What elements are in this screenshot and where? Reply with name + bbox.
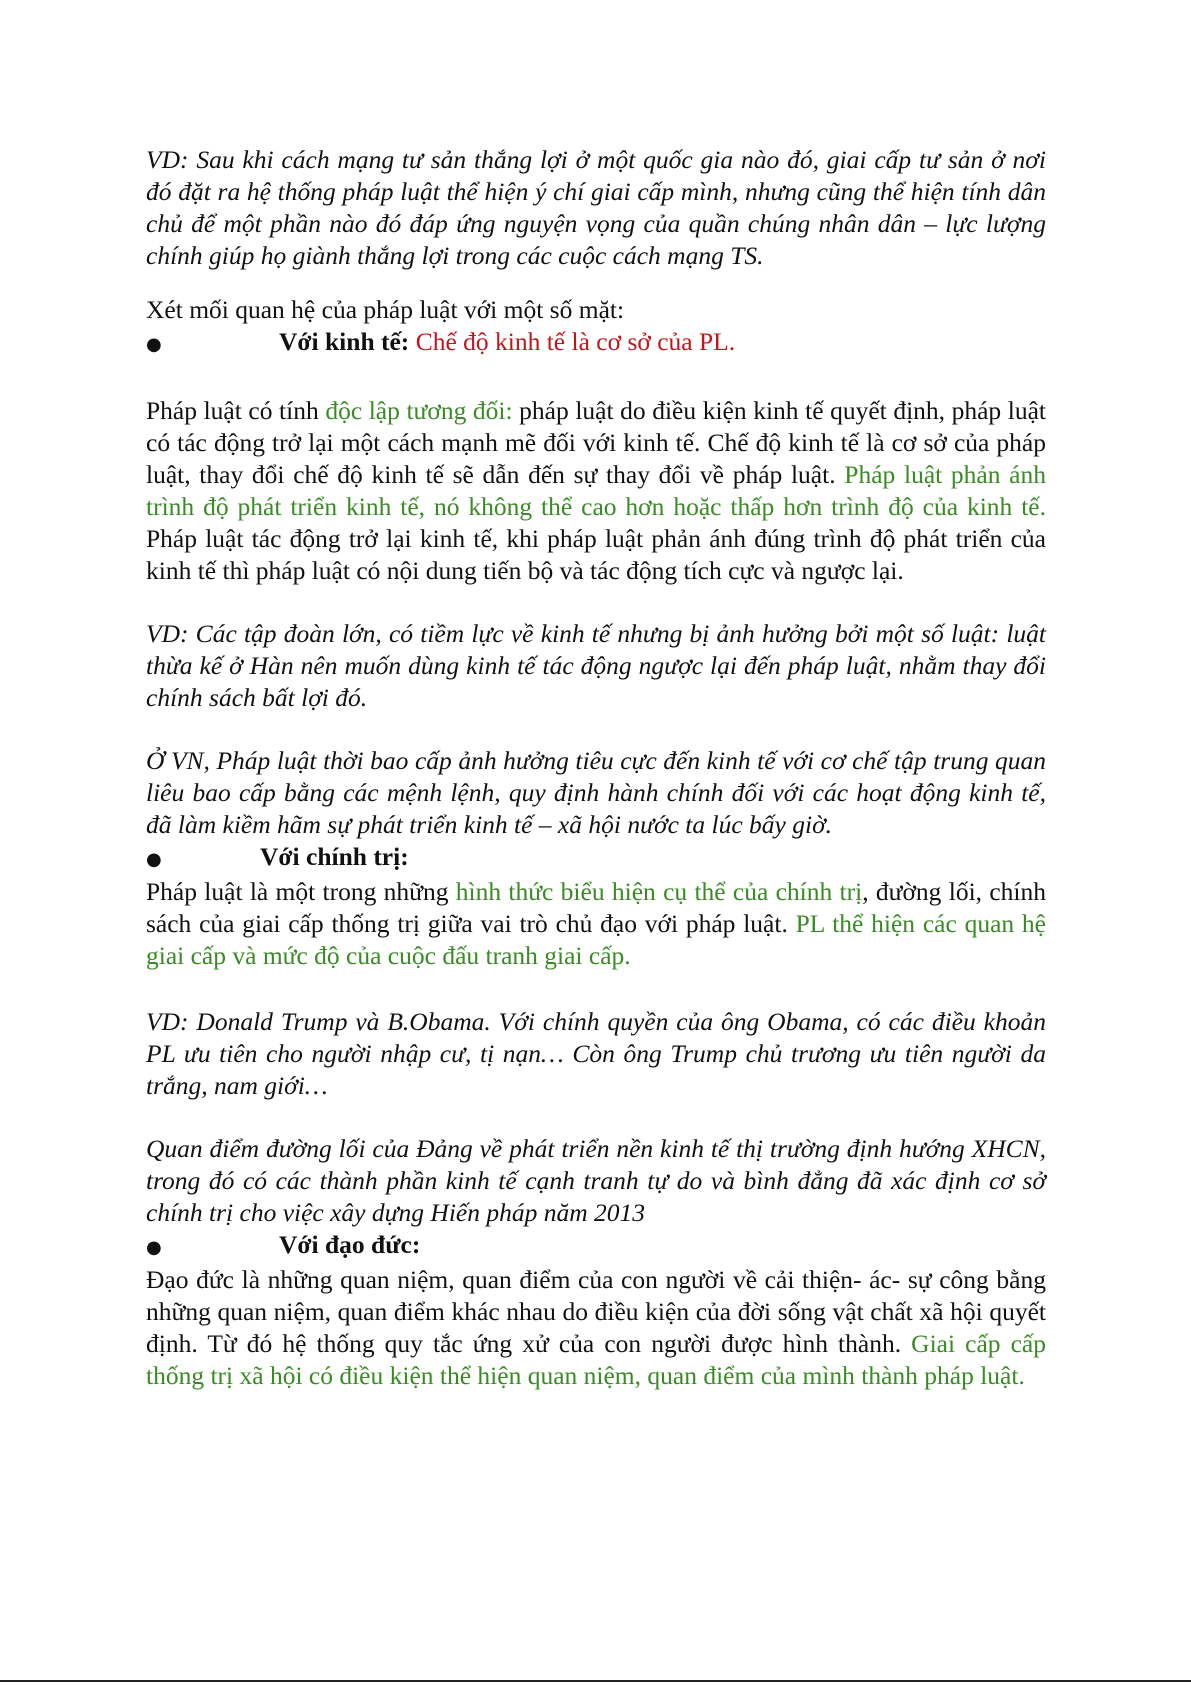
text-run: , đường lối, chính sách của giai cấp thống trị giữa vai trò chủ đạo với pháp luật. [146,877,1046,938]
example-paragraph: VD: Sau khi cách mạng tư sản thắng lợi ở một quốc gia nào đó, giai cấp tư sản ở nơi đó đặt ra hệ thống pháp luật thể hiện ý chí giai cấp mình, nhưng cũng thể hiện tính dân chủ để một phần nào đó đáp ứng nguyện vọng của quần chúng nhân dân – lực lượng chính giúp họ giành thắng lợi trong các cuộc cách mạng TS. [146,145,1046,270]
economy-paragraph [146,395,1046,587]
ethics-heading: Với đạo đức: [279,1230,421,1259]
highlight-text: PL thể hiện các quan hệ giai cấp và mức độ của cuộc đấu tranh giai cấp. [146,909,1046,970]
politics-example-1: VD: Donald Trump và B.Obama. Với chính quyền của ông Obama, có các điều khoản PL ưu tiên cho người nhập cư, tị nạn… Còn ông Trump chủ trương ưu tiên người da trắng, nam giới… [146,1007,1046,1100]
text-run: Đạo đức là những quan niệm, quan điểm của con người về cải thiện- ác- sự công bằng những quan niệm, quan điểm khác nhau do điều kiện của đời sống vật chất xã hội quyết định. Từ đó hệ thống quy tắc ứng xử của con người được hình thành. [146,1265,1046,1358]
politics-heading: Với chính trị: [260,842,409,871]
ethics-heading-row [146,1229,1046,1264]
economy-heading-text [279,326,735,358]
intro-paragraph: Xét mối quan hệ của pháp luật với một số mặt: [146,295,625,324]
text-run: Pháp luật là một trong những [146,877,456,906]
page-bottom-rule [0,1680,1191,1682]
highlight-text: độc lập tương đối: [325,396,513,425]
text-run: pháp luật do điều kiện kinh tế quyết định, pháp luật có tác động trở lại một cách mạnh mẽ đối với kinh tế. Chế độ kinh tế là cơ sở của pháp luật, thay đổi chế độ kinh tế sẽ dẫn đến sự thay đổi về pháp luật. [146,396,1046,489]
highlight-text: hình thức biểu hiện cụ thể của chính trị [455,877,863,906]
document-body [146,144,1046,1392]
economy-heading-row [146,326,1046,361]
bullet-icon: ● [146,1237,162,1258]
politics-paragraph [146,876,1046,972]
economy-heading: Với kinh tế: [279,327,410,356]
bullet-icon: ● [146,334,162,355]
bullet-icon: ● [146,849,162,870]
highlight-text: Giai cấp cấp thống trị xã hội có điều kiện thể hiện quan niệm, quan điểm của mình thành pháp luật. [146,1329,1046,1390]
highlight-text: Pháp luật phản ánh trình độ phát triển kinh tế, nó không thể cao hơn hoặc thấp hơn trình độ của kinh tế. [146,460,1047,521]
text-run: Pháp luật tác động trở lại kinh tế, khi pháp luật phản ánh đúng trình độ phát triển của kinh tế thì pháp luật có nội dung tiến bộ và tác động tích cực và ngược lại. [146,524,1046,585]
politics-heading-row [146,841,1046,876]
economy-example-1: VD: Các tập đoàn lớn, có tiềm lực về kinh tế nhưng bị ảnh hưởng bởi một số luật: luật thừa kế ở Hàn nên muốn dùng kinh tế tác động ngược lại đến pháp luật, nhằm thay đổi chính sách bất lợi đó. [146,619,1046,712]
economy-example-2: Ở VN, Pháp luật thời bao cấp ảnh hưởng tiêu cực đến kinh tế với cơ chế tập trung quan liêu bao cấp bằng các mệnh lệnh, quy định hành chính đối với các hoạt động kinh tế, đã làm kiềm hãm sự phát triển kinh tế – xã hội nước ta lúc bấy giờ. [146,746,1046,839]
politics-example-2: Quan điểm đường lối của Đảng về phát triển nền kinh tế thị trường định hướng XHCN, trong đó có các thành phần kinh tế cạnh tranh tự do và bình đẳng đã xác định cơ sở chính trị cho việc xây dựng Hiến pháp năm 2013 [146,1134,1046,1227]
economy-heading-note: Chế độ kinh tế là cơ sở của PL. [409,327,736,356]
text-run: Pháp luật có tính [146,396,326,425]
ethics-paragraph [146,1264,1046,1392]
